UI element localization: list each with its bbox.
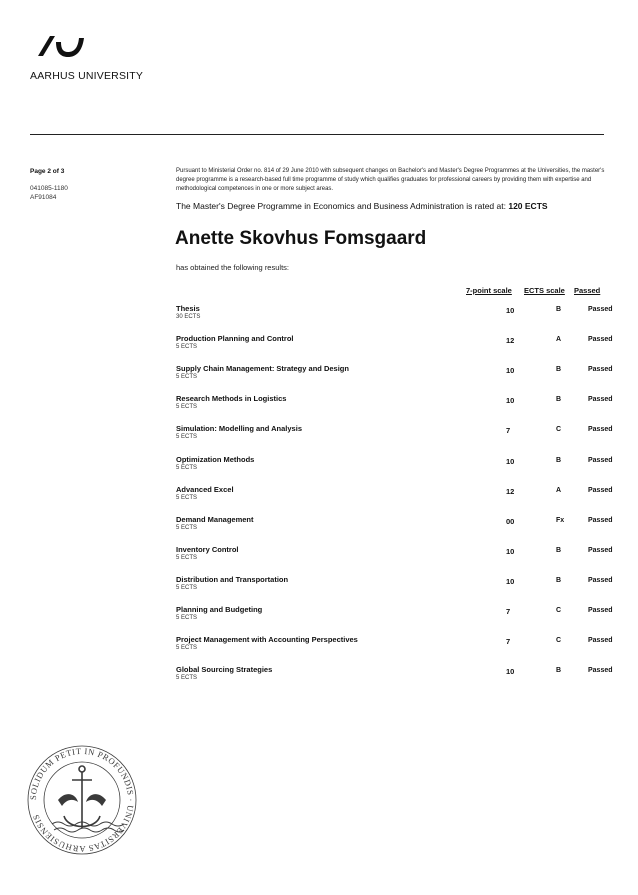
course-row xyxy=(176,364,613,392)
course-row xyxy=(176,454,613,483)
course-ects: 5 ECTS xyxy=(176,374,198,381)
university-seal-icon xyxy=(26,744,138,856)
course-ects-grade: C xyxy=(556,607,562,614)
course-ects: 5 ECTS xyxy=(176,584,198,591)
course-ects-grade: B xyxy=(556,366,562,374)
course-name: Project Management with Accounting Perspectives xyxy=(176,635,358,645)
header-seven-point: 7-point scale xyxy=(466,286,512,295)
course-status: Passed xyxy=(588,576,613,584)
obtained-text: has obtained the following results: xyxy=(176,263,289,272)
course-status: Passed xyxy=(588,336,613,344)
course-ects-grade: A xyxy=(556,336,562,344)
course-ects-grade: B xyxy=(556,396,562,404)
document-code: AF91084 xyxy=(30,194,57,201)
course-ects: 5 ECTS xyxy=(176,494,198,501)
course-name: Optimization Methods xyxy=(176,454,255,464)
course-status: Passed xyxy=(588,516,613,524)
course-row xyxy=(176,605,613,633)
course-ects: 5 ECTS xyxy=(176,464,198,471)
course-grade: 10 xyxy=(506,366,515,376)
course-ects: 5 ECTS xyxy=(176,524,198,531)
course-name: Thesis xyxy=(176,304,200,313)
course-ects-grade: B xyxy=(556,576,562,584)
course-name: Production Planning and Control xyxy=(176,334,294,344)
course-status: Passed xyxy=(588,396,613,404)
course-grade: 10 xyxy=(506,306,515,315)
course-ects-grade: C xyxy=(556,637,562,645)
course-row xyxy=(176,394,613,422)
course-status: Passed xyxy=(588,667,613,675)
course-grade: 10 xyxy=(506,396,515,406)
course-ects-grade: A xyxy=(556,486,562,494)
course-grade: 7 xyxy=(506,637,511,647)
course-name: Research Methods in Logistics xyxy=(176,394,287,404)
course-ects-grade: Fx xyxy=(556,516,565,524)
course-row xyxy=(176,665,613,693)
course-row xyxy=(176,484,613,513)
course-ects: 5 ECTS xyxy=(176,404,198,411)
course-name: Distribution and Transportation xyxy=(176,574,289,584)
course-ects: 5 ECTS xyxy=(176,554,198,561)
course-name: Simulation: Modelling and Analysis xyxy=(176,424,302,434)
course-grade: 10 xyxy=(506,546,515,556)
intro-text: Pursuant to Ministerial Order no. 814 of 29 June 2010 with subsequent changes on Bachelor's and Master's Degree Programmes at the Universities, the master's degree programme is a research-based full time programme of study which qualifies graduates for professional careers by providing them with expertise and methodological competences in one or more subject areas. xyxy=(176,168,605,192)
course-grade: 12 xyxy=(506,336,515,346)
course-name: Global Sourcing Strategies xyxy=(176,665,273,675)
course-grade: 7 xyxy=(506,607,511,616)
course-status: Passed xyxy=(588,366,613,374)
course-status: Passed xyxy=(588,456,613,464)
course-name: Inventory Control xyxy=(176,544,239,554)
course-ects: 5 ECTS xyxy=(176,645,198,652)
course-ects: 5 ECTS xyxy=(176,434,198,441)
rating-value: 120 ECTS xyxy=(508,201,548,211)
course-status: Passed xyxy=(588,637,613,645)
rating-text: The Master's Degree Programme in Economics and Business Administration is rated at: xyxy=(176,201,506,211)
course-row xyxy=(176,424,613,452)
course-ects: 5 ECTS xyxy=(176,675,198,682)
course-row xyxy=(176,544,613,573)
programme-rating xyxy=(176,201,548,211)
course-ects-grade: B xyxy=(556,667,562,675)
document-code: 041085-1180 xyxy=(30,185,68,192)
course-name: Planning and Budgeting xyxy=(176,605,263,614)
course-grade: 00 xyxy=(506,516,515,526)
course-ects: 5 ECTS xyxy=(176,615,198,621)
course-status: Passed xyxy=(588,486,613,494)
course-status: Passed xyxy=(588,546,613,554)
course-grade: 7 xyxy=(506,426,511,436)
course-row xyxy=(176,635,613,663)
course-row xyxy=(176,514,613,543)
course-name: Supply Chain Management: Strategy and Design xyxy=(176,364,349,374)
course-ects: 5 ECTS xyxy=(176,344,198,351)
header-passed: Passed xyxy=(574,286,601,295)
course-status: Passed xyxy=(588,306,613,313)
university-name: AARHUS UNIVERSITY xyxy=(30,70,144,82)
course-name: Demand Management xyxy=(176,514,254,524)
course-row xyxy=(176,334,613,362)
course-status: Passed xyxy=(588,607,613,614)
aarhus-logo-icon xyxy=(34,30,94,60)
course-grade: 10 xyxy=(506,667,515,677)
header-ects-scale: ECTS scale xyxy=(524,286,565,295)
student-name: Anette Skovhus Fomsgaard xyxy=(175,228,427,249)
course-row xyxy=(176,574,613,603)
course-grade: 10 xyxy=(506,576,515,586)
course-grade: 12 xyxy=(506,486,515,496)
course-ects-grade: C xyxy=(556,426,562,434)
seal-text: SOLIDUM PETIT IN PROFUNDIS · UNIVERSITAS ARHUSIENSIS xyxy=(27,745,137,855)
course-name: Advanced Excel xyxy=(176,484,234,494)
course-ects: 30 ECTS xyxy=(176,314,201,320)
course-ects-grade: B xyxy=(556,456,562,464)
course-status: Passed xyxy=(588,426,613,434)
header-divider xyxy=(30,134,604,135)
page-number: Page 2 of 3 xyxy=(30,168,65,175)
course-ects-grade: B xyxy=(556,546,562,554)
sidebar-info xyxy=(30,167,68,202)
course-grade: 10 xyxy=(506,456,515,466)
course-row xyxy=(176,304,613,332)
course-ects-grade: B xyxy=(556,306,562,313)
